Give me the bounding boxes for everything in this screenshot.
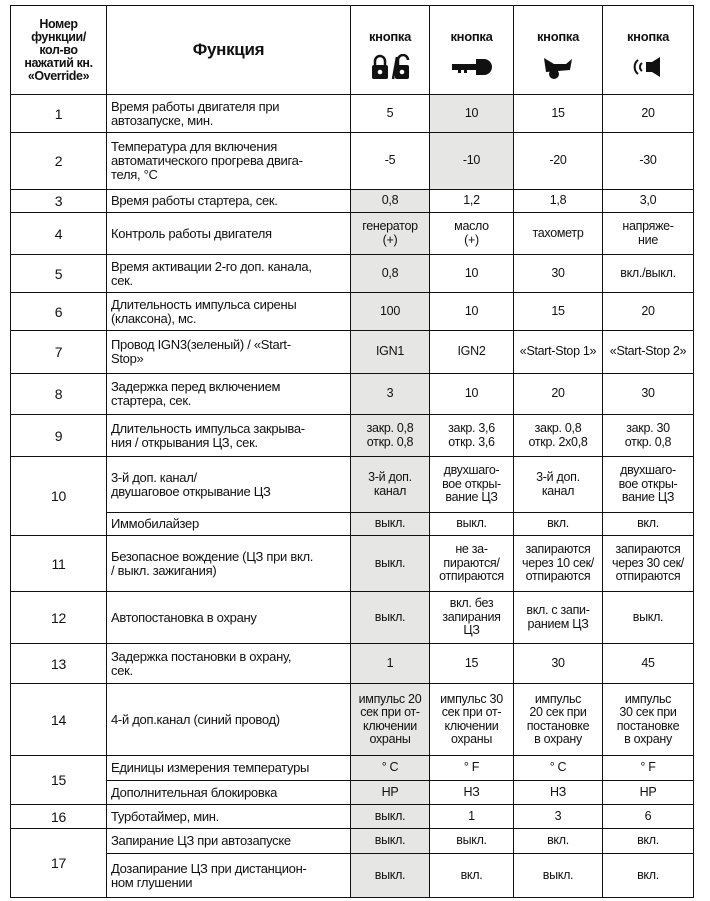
value-cell: НЗ [430, 781, 514, 805]
value-cell: вкл. [603, 829, 694, 854]
table-row [11, 854, 694, 898]
value-cell: двухшаго- вое откры- вание ЦЗ [430, 457, 514, 513]
value-cell: выкл. [603, 592, 694, 644]
function-name: Турботаймер, мин. [107, 805, 351, 829]
function-name: Дополнительная блокировка [107, 781, 351, 805]
override-functions-table [10, 5, 694, 898]
function-name: Температура для включения автоматического прогрева двига- теля, °С [107, 133, 351, 190]
function-name: Длительность импульса закрыва- ния / открывания ЦЗ, сек. [107, 415, 351, 457]
default-value-cell: 1 [351, 644, 430, 684]
default-value-cell: закр. 0,8 откр. 0,8 [351, 415, 430, 457]
table-row [11, 457, 694, 513]
default-value-cell: выкл. [351, 829, 430, 854]
value-cell: импульс 20 сек при постановке в охрану [514, 684, 603, 756]
value-cell: 15 [514, 95, 603, 133]
value-cell: вкл. [603, 854, 694, 898]
value-cell: выкл. [430, 513, 514, 536]
value-cell: 45 [603, 644, 694, 684]
default-value-cell: генератор (+) [351, 213, 430, 255]
default-value-cell: 100 [351, 293, 430, 331]
value-cell: запираются через 30 сек/ отпираются [603, 536, 694, 592]
value-cell: 30 [514, 255, 603, 293]
value-cell: ° F [430, 756, 514, 781]
table-row [11, 331, 694, 374]
function-number: 6 [11, 293, 107, 331]
value-cell: вкл. [514, 513, 603, 536]
default-value-cell: 3 [351, 374, 430, 415]
table-row [11, 781, 694, 805]
default-value-cell: -10 [430, 133, 514, 190]
value-cell: -5 [351, 133, 430, 190]
function-name: Дозапирание ЦЗ при дистанцион- ном глушении [107, 854, 351, 898]
function-name: Провод IGN3(зеленый) / «Start- Stop» [107, 331, 351, 374]
default-value-cell: 3-й доп. канал [351, 457, 430, 513]
table-row [11, 213, 694, 255]
value-cell: 3,0 [603, 190, 694, 213]
value-cell: 1 [430, 805, 514, 829]
function-number: 2 [11, 133, 107, 190]
value-cell: -30 [603, 133, 694, 190]
function-number: 17 [11, 829, 107, 898]
default-value-cell: выкл. [351, 854, 430, 898]
value-cell: вкл. без запирания ЦЗ [430, 592, 514, 644]
header-function: Функция [107, 6, 351, 95]
function-name: Иммобилайзер [107, 513, 351, 536]
table-header-row [11, 6, 694, 95]
function-name: Единицы измерения температуры [107, 756, 351, 781]
value-cell: тахометр [514, 213, 603, 255]
header-button-siren [603, 6, 694, 95]
function-number: 1 [11, 95, 107, 133]
value-cell: вкл. [603, 513, 694, 536]
value-cell: вкл. [430, 854, 514, 898]
value-cell: 10 [430, 293, 514, 331]
function-name: Задержка перед включением стартера, сек. [107, 374, 351, 415]
table-row [11, 293, 694, 331]
default-value-cell: 0,8 [351, 255, 430, 293]
value-cell: 15 [430, 644, 514, 684]
value-cell: выкл. [430, 829, 514, 854]
default-value-cell: выкл. [351, 805, 430, 829]
default-value-cell: импульс 20 сек при от- ключении охраны [351, 684, 430, 756]
value-cell: ° F [603, 756, 694, 781]
table-row [11, 756, 694, 781]
value-cell: 5 [351, 95, 430, 133]
function-name: Время активации 2-го доп. канала, сек. [107, 255, 351, 293]
default-value-cell: выкл. [351, 592, 430, 644]
lock-unlock-icon [370, 54, 410, 80]
function-name: Время работы двигателя при автозапуске, мин. [107, 95, 351, 133]
header-button-label: кнопка [368, 29, 412, 44]
default-value-cell: НР [351, 781, 430, 805]
header-button-label: кнопка [626, 29, 670, 44]
key-icon [450, 54, 494, 80]
table-row [11, 190, 694, 213]
function-number: 8 [11, 374, 107, 415]
siren-speaker-icon [630, 54, 666, 80]
function-number: 16 [11, 805, 107, 829]
table-row [11, 684, 694, 756]
value-cell: вкл. с запи- ранием ЦЗ [514, 592, 603, 644]
function-number: 11 [11, 536, 107, 592]
function-name: Задержка постановки в охрану, сек. [107, 644, 351, 684]
value-cell: 30 [514, 644, 603, 684]
function-name: 4-й доп.канал (синий провод) [107, 684, 351, 756]
value-cell: выкл. [514, 854, 603, 898]
value-cell: напряже- ние [603, 213, 694, 255]
table-row [11, 374, 694, 415]
table-row [11, 592, 694, 644]
value-cell: 20 [603, 95, 694, 133]
function-name: Длительность импульса сирены (клаксона), мс. [107, 293, 351, 331]
value-cell: 6 [603, 805, 694, 829]
value-cell: НР [603, 781, 694, 805]
value-cell: не за- пираются/ отпираются [430, 536, 514, 592]
function-number: 7 [11, 331, 107, 374]
value-cell: 1,2 [430, 190, 514, 213]
value-cell: «Start-Stop 1» [514, 331, 603, 374]
header-number: Номер функции/ кол-во нажатий кн. «Override» [11, 6, 107, 95]
function-number: 9 [11, 415, 107, 457]
function-name: Запирание ЦЗ при автозапуске [107, 829, 351, 854]
default-value-cell: ° C [351, 756, 430, 781]
default-value-cell: 0,8 [351, 190, 430, 213]
function-number: 15 [11, 756, 107, 805]
value-cell: 10 [430, 255, 514, 293]
default-value-cell: IGN1 [351, 331, 430, 374]
value-cell: закр. 0,8 откр. 2х0,8 [514, 415, 603, 457]
value-cell: -20 [514, 133, 603, 190]
value-cell: вкл. [514, 829, 603, 854]
table-row [11, 95, 694, 133]
value-cell: импульс 30 сек при постановке в охрану [603, 684, 694, 756]
function-number: 4 [11, 213, 107, 255]
value-cell: «Start-Stop 2» [603, 331, 694, 374]
function-name: Время работы стартера, сек. [107, 190, 351, 213]
value-cell: 30 [603, 374, 694, 415]
table-row [11, 805, 694, 829]
table-row [11, 133, 694, 190]
function-number: 14 [11, 684, 107, 756]
header-button-trunk [514, 6, 603, 95]
function-name: Автопостановка в охрану [107, 592, 351, 644]
table-body [11, 95, 694, 898]
value-cell: 10 [430, 374, 514, 415]
value-cell: запираются через 10 сек/ отпираются [514, 536, 603, 592]
table-row [11, 829, 694, 854]
function-number: 10 [11, 457, 107, 536]
value-cell: ° C [514, 756, 603, 781]
header-button-key [430, 6, 514, 95]
function-number: 5 [11, 255, 107, 293]
value-cell: закр. 3,6 откр. 3,6 [430, 415, 514, 457]
default-value-cell: выкл. [351, 513, 430, 536]
table-row [11, 415, 694, 457]
value-cell: 3 [514, 805, 603, 829]
default-value-cell: 10 [430, 95, 514, 133]
function-number: 3 [11, 190, 107, 213]
table-row [11, 644, 694, 684]
header-button-lock [351, 6, 430, 95]
default-value-cell: выкл. [351, 536, 430, 592]
value-cell: импульс 30 сек при от- ключении охраны [430, 684, 514, 756]
header-button-label: кнопка [536, 29, 580, 44]
value-cell: закр. 30 откр. 0,8 [603, 415, 694, 457]
value-cell: двухшаго- вое откры- вание ЦЗ [603, 457, 694, 513]
function-number: 13 [11, 644, 107, 684]
value-cell: НЗ [514, 781, 603, 805]
function-name: 3-й доп. канал/ двушаговое открывание ЦЗ [107, 457, 351, 513]
value-cell: 1,8 [514, 190, 603, 213]
value-cell: 20 [603, 293, 694, 331]
function-name: Контроль работы двигателя [107, 213, 351, 255]
value-cell: IGN2 [430, 331, 514, 374]
function-number: 12 [11, 592, 107, 644]
table-row [11, 536, 694, 592]
table-row [11, 255, 694, 293]
car-trunk-icon [540, 54, 576, 80]
value-cell: вкл./выкл. [603, 255, 694, 293]
value-cell: масло (+) [430, 213, 514, 255]
value-cell: 15 [514, 293, 603, 331]
table-row [11, 513, 694, 536]
header-button-label: кнопка [450, 29, 493, 44]
function-name: Безопасное вождение (ЦЗ при вкл. / выкл. зажигания) [107, 536, 351, 592]
value-cell: 3-й доп. канал [514, 457, 603, 513]
value-cell: 20 [514, 374, 603, 415]
